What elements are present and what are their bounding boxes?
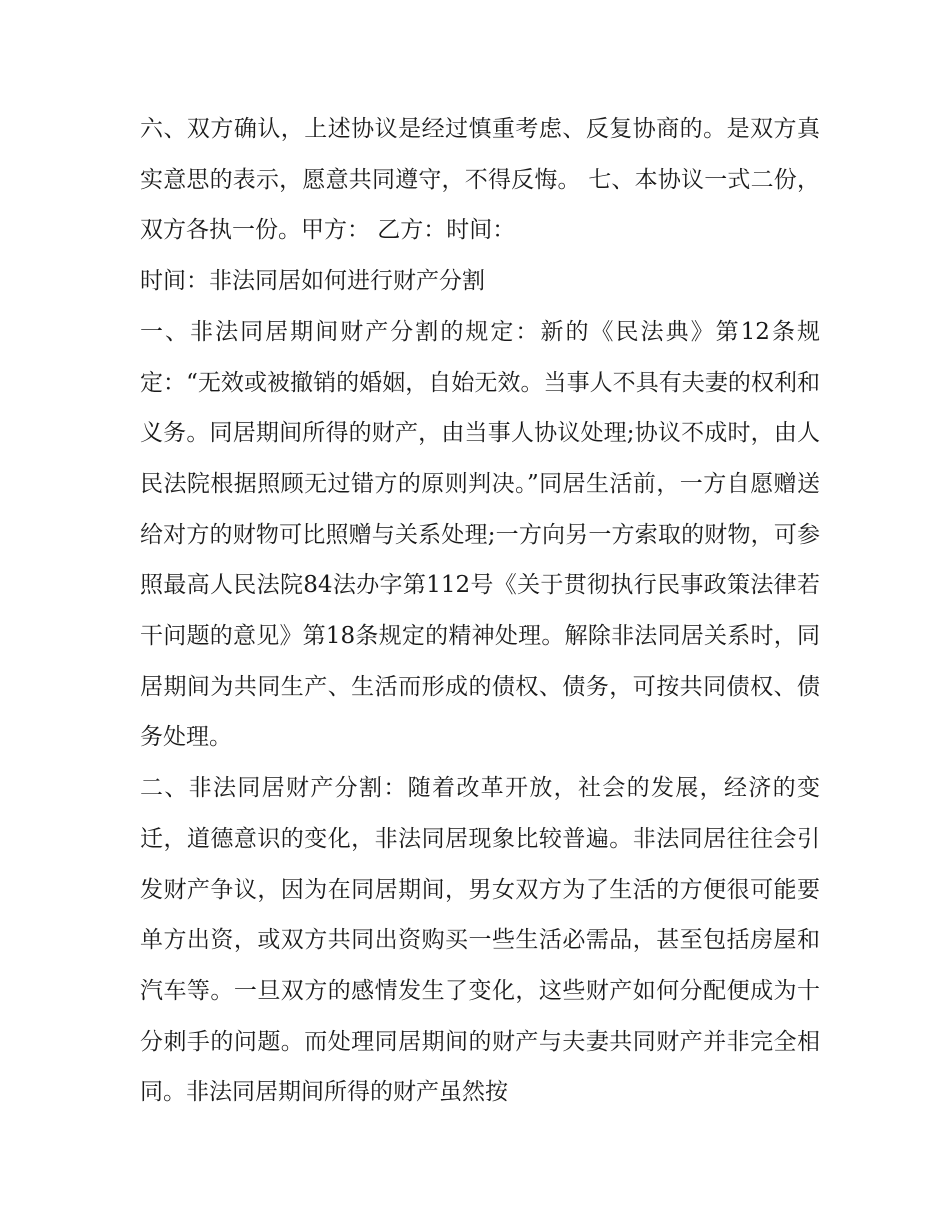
paragraph-property-division-discussion: 二、非法同居财产分割：随着改革开放，社会的发展，经济的变迁，道德意识的变化，非法同居现象比较普遍。非法同居往往会引发财产争议，因为在同居期间，男女双方为了生活的方便很可能要单方出资，或双方共同出资购买一些生活必需品，甚至包括房屋和汽车等。一旦双方的感情发生了变化，这些财产如何分配便成为十分刺手的问题。而处理同居期间的财产与夫妻共同财产并非完全相同。非法同居期间所得的财产虽然按	[140, 775, 820, 1106]
paragraph-property-division-rules: 一、非法同居期间财产分割的规定：新的《民法典》第12条规定：“无效或被撤销的婚姻，自始无效。当事人不具有夫妻的权利和义务。同居期间所得的财产，由当事人协议处理;协议不成时，由人民法院根据照顾无过错方的原则判决。”同居生活前，一方自愿赠送给对方的财物可比照赠与关系处理;一方向另一方索取的财物，可参照最高人民法院84法办字第112号《关于贯彻执行民事政策法律若干问题的意见》第18条规定的精神处理。解除非法同居关系时，同居期间为共同生产、生活而形成的债权、债务，可按共同债权、债务处理。	[140, 318, 820, 751]
paragraph-agreement-confirmation: 六、双方确认，上述协议是经过慎重考虑、反复协商的。是双方真实意思的表示，愿意共同遵守，不得反悔。 七、本协议一式二份，双方各执一份。甲方： 乙方：时间：	[140, 116, 820, 244]
document-page	[140, 104, 820, 1118]
paragraph-section-heading: 时间：非法同居如何进行财产分割	[140, 268, 485, 295]
